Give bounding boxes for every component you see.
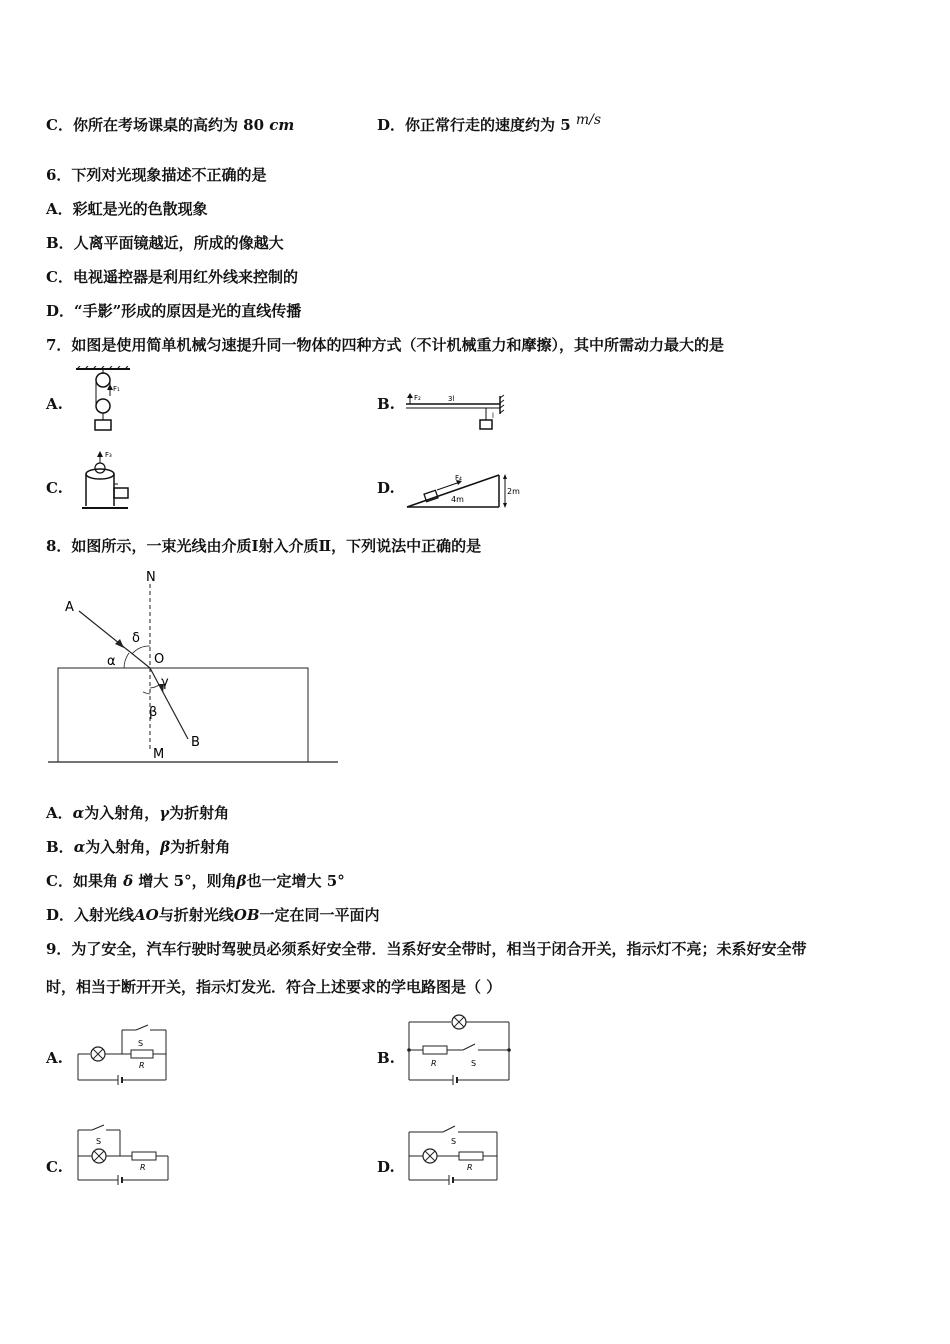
q9-circuit-b — [405, 1012, 515, 1088]
q7-fig-d-4m-label: 4m — [451, 495, 464, 504]
q7-fig-b-l-label: l — [492, 412, 494, 420]
q8-label-alpha: α — [107, 654, 116, 669]
q6-option-c: C．电视遥控器是利用红外线来控制的 — [46, 268, 298, 286]
q9-circuit-a — [74, 1022, 174, 1088]
q8-label-n: N — [146, 570, 156, 585]
q9-letter-b: B. — [377, 1049, 395, 1067]
q9-c-switch-label: S — [96, 1137, 102, 1146]
q8-option-c: C．如果角 δ 增大 5°，则角β也一定增大 5° — [46, 872, 345, 890]
q7-letter-b: B. — [377, 395, 395, 413]
q7-fig-b-force-label: F₂ — [414, 394, 421, 402]
q7-fig-c-force-label: F₃ — [105, 451, 112, 459]
q8-label-a: A — [65, 600, 74, 615]
q7-fig-d-force-label: F₄ — [455, 474, 462, 482]
q7-fig-a-force-label: F₁ — [113, 385, 120, 393]
q9-circuit-d — [405, 1122, 505, 1188]
q5-option-c: C．你所在考场课桌的高约为 80 cm — [46, 116, 295, 134]
q9-d-resistor-label: R — [467, 1163, 473, 1172]
q6-option-a: A．彩虹是光的色散现象 — [46, 200, 208, 218]
q9-letter-c: C. — [46, 1158, 63, 1176]
q9-stem-line-1: 9．为了安全，汽车行驶时驾驶员必须系好安全带．当系好安全带时，相当于闭合开关，指示灯不亮；未系好安全带 — [46, 940, 807, 958]
q9-c-resistor-label: R — [140, 1163, 146, 1172]
q9-a-switch-label: S — [138, 1039, 144, 1048]
q7-figure-b-lever — [404, 392, 514, 432]
q8-label-gamma: γ — [161, 675, 169, 690]
q8-label-b: B — [191, 735, 200, 750]
q9-stem-line-2: 时，相当于断开开关，指示灯发光．符合上述要求的学电路图是（ ） — [46, 978, 502, 996]
q9-b-switch-label: S — [471, 1059, 477, 1068]
q7-figure-c-wheel-axle — [78, 448, 132, 510]
q7-fig-d-2m-label: 2m — [507, 487, 520, 496]
q8-option-b: B．α为入射角，β为折射角 — [46, 838, 231, 856]
q5-option-d: D．你正常行走的速度约为 5 m/s — [377, 112, 602, 134]
q7-figure-d-incline — [405, 470, 520, 510]
q5-option-d-unit: m/s — [575, 112, 602, 128]
q9-circuit-c — [74, 1122, 174, 1188]
q9-d-switch-label: S — [451, 1137, 457, 1146]
q6-option-d: D．“手影”形成的原因是光的直线传播 — [46, 302, 302, 320]
q8-stem: 8．如图所示，一束光线由介质Ⅰ射入介质Ⅱ，下列说法中正确的是 — [46, 537, 482, 555]
q7-letter-c: C. — [46, 479, 63, 497]
q8-label-o: O — [154, 652, 165, 667]
q8-label-beta: β — [149, 705, 158, 720]
q8-option-d: D．入射光线AO与折射光线OB一定在同一平面内 — [46, 906, 380, 924]
q9-letter-d: D. — [377, 1158, 395, 1176]
q7-stem: 7．如图是使用简单机械匀速提升同一物体的四种方式（不计机械重力和摩擦），其中所需动力最大的是 — [46, 336, 724, 354]
q8-label-m: M — [153, 747, 165, 762]
q7-letter-d: D. — [377, 479, 395, 497]
q8-option-a: A．α为入射角，γ为折射角 — [46, 804, 230, 822]
q9-a-resistor-label: R — [139, 1061, 145, 1070]
q6-stem: 6．下列对光现象描述不正确的是 — [46, 166, 267, 184]
q7-figure-a-pulley — [74, 366, 134, 432]
q5-option-c-unit: cm — [269, 116, 295, 134]
q9-b-resistor-label: R — [431, 1059, 437, 1068]
q9-letter-a: A. — [46, 1049, 63, 1067]
q7-fig-b-3l-label: 3l — [448, 395, 455, 403]
q6-option-b: B．人离平面镜越近，所成的像越大 — [46, 234, 284, 252]
q7-letter-a: A. — [46, 395, 63, 413]
q8-label-delta: δ — [132, 631, 140, 646]
q8-refraction-diagram — [46, 566, 346, 766]
